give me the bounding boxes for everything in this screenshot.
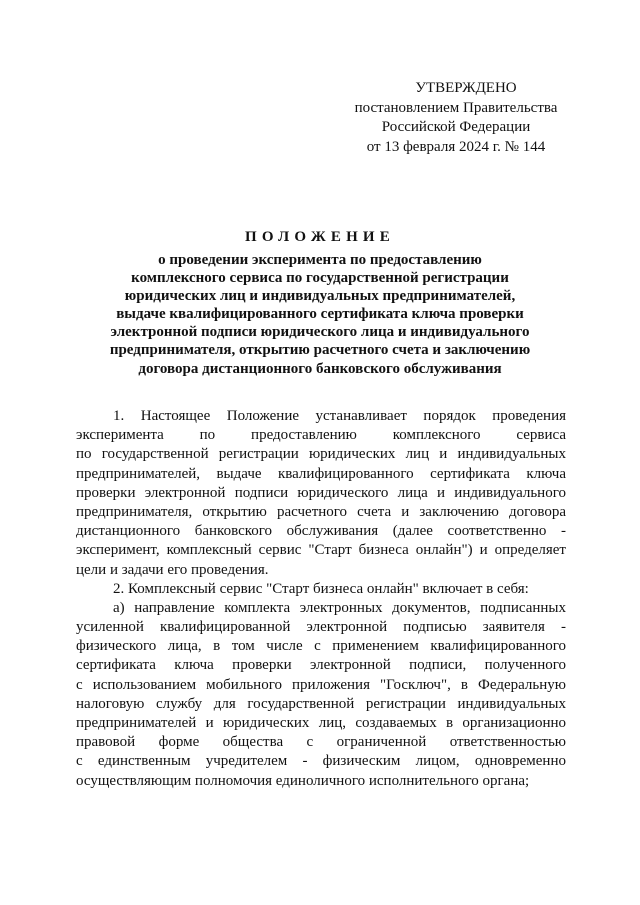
paragraph-2-line: 2. Комплексный сервис "Старт бизнеса онлайн" включает в себя: — [113, 580, 529, 597]
paragraph-3-line: налоговую службу для государственной регистрации индивидуальных — [76, 695, 566, 712]
document-subtitle — [80, 251, 560, 378]
document-title: ПОЛОЖЕНИЕ — [244, 229, 396, 245]
paragraph-1-line: проверки электронной подписи юридического лица и индивидуального — [76, 484, 566, 501]
paragraph-3-line: а) направление комплекта электронных документов, подписанных — [113, 599, 566, 616]
subtitle-line: юридических лиц и индивидуальных предпринимателей, — [124, 288, 516, 305]
approval-line-3: от 13 февраля 2024 г. № 144 — [366, 138, 546, 155]
paragraph-3-line: правовой форме общества с ограниченной ответственностью — [76, 734, 566, 751]
document-body — [76, 407, 566, 791]
subtitle-line: электронной подписи юридического лица и индивидуального — [110, 324, 530, 341]
approval-line-1: постановлением Правительства — [354, 99, 558, 116]
paragraph-3-line: сертификата ключа проверки электронной подписи, полученного — [76, 657, 566, 674]
paragraph-3-line: с использованием мобильного приложения "Госключ", в Федеральную — [76, 676, 566, 693]
subtitle-line: о проведении эксперимента по предоставлению — [158, 252, 482, 268]
paragraph-3-line: предпринимателей и юридических лиц, создаваемых в организационно — [76, 715, 566, 731]
paragraph-1-line: предпринимателей, выдаче квалифицированного сертификата ключа — [76, 465, 566, 482]
paragraph-1-line: эксперимент, комплексный сервис "Старт бизнеса онлайн") и определяет — [76, 542, 566, 559]
paragraph-1-line: по государственной регистрации юридических лиц и индивидуальных — [76, 446, 566, 463]
subtitle-line: выдаче квалифицированного сертификата ключа проверки — [116, 306, 524, 323]
paragraph-1-line: эксперимента по предоставлению комплексного сервиса — [76, 427, 566, 444]
paragraph-3-line: с единственным учредителем - физическим лицом, одновременно — [76, 753, 566, 770]
approval-block — [300, 79, 612, 157]
subtitle-line: комплексного сервиса по государственной регистрации — [131, 270, 509, 287]
paragraph-3-line: осуществляющим полномочия единоличного исполнительного органа; — [76, 772, 530, 789]
subtitle-line: предпринимателя, открытию расчетного счета и заключению — [109, 342, 531, 359]
approval-line-2: Российской Федерации — [381, 119, 531, 135]
paragraph-3-line: усиленной квалифицированной электронной подписью заявителя - — [76, 619, 566, 636]
approval-title: УТВЕРЖДЕНО — [415, 80, 517, 96]
paragraph-1-line: дистанционного банковского обслуживания (далее соответственно - — [76, 523, 566, 540]
paragraph-3-line: физического лица, в том числе с применением квалифицированного — [76, 638, 566, 655]
paragraph-1-line: 1. Настоящее Положение устанавливает порядок проведения — [113, 408, 566, 424]
subtitle-line: договора дистанционного банковского обслуживания — [138, 360, 502, 377]
paragraph-1-line: предпринимателя, открытию расчетного счета и заключению договора — [76, 503, 566, 520]
paragraph-1-line: цели и задачи его проведения. — [76, 561, 269, 578]
